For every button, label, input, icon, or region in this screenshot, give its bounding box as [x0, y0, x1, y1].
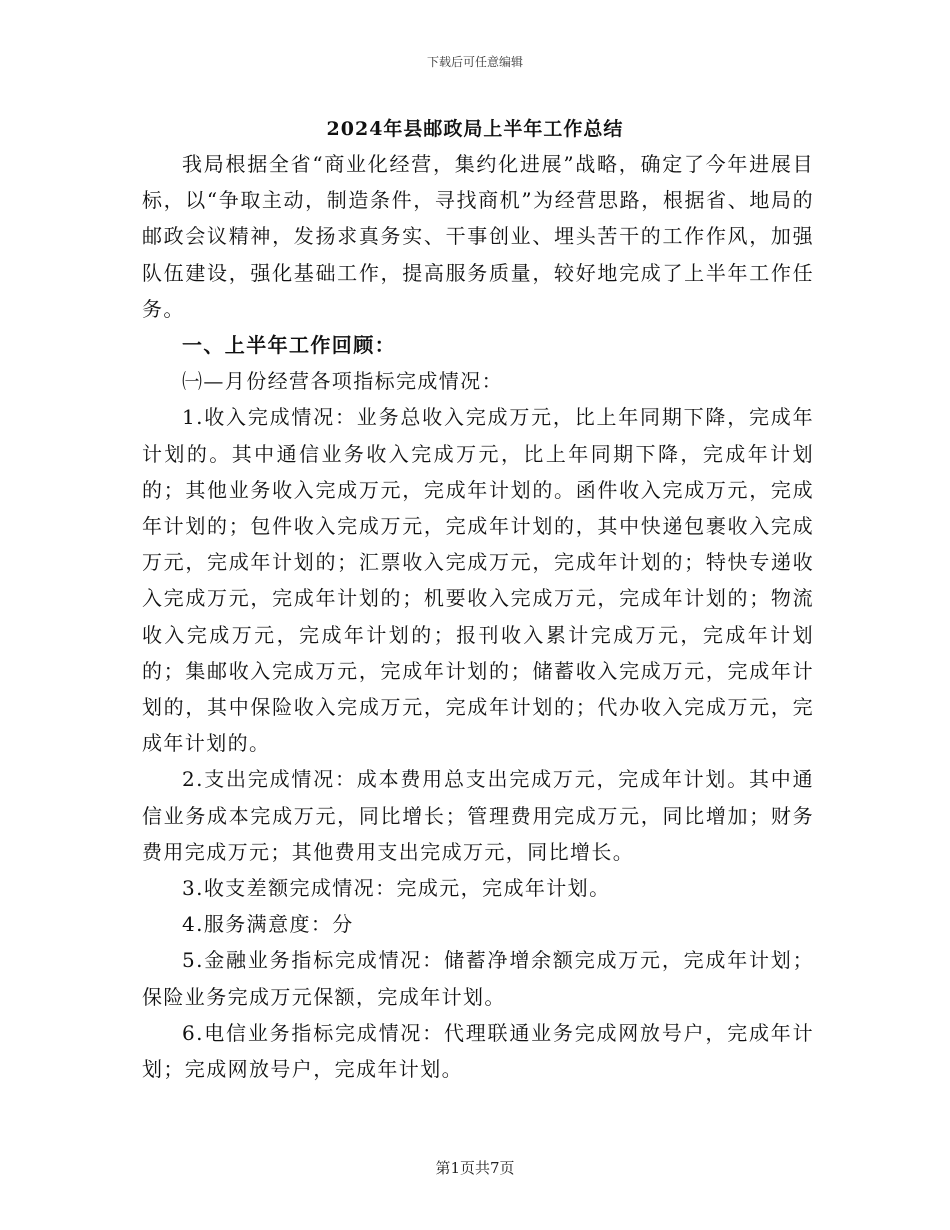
document-body [142, 146, 814, 1087]
section-heading-review: 一、上半年工作回顾： [182, 333, 396, 358]
page-number: 第1页共7页 [435, 1159, 515, 1177]
item-balance: 3.收支差额完成情况：完成元，完成年计划。 [182, 876, 611, 901]
subsection-heading-indicators: ㈠—月份经营各项指标完成情况： [182, 369, 503, 394]
item-expenditure: 2.支出完成情况：成本费用总支出完成万元，完成年计划。其中通信业务成本完成万元，同比增长；管理费用完成万元，同比增加；财务费用完成万元；其他费用支出完成万元，同比增长。 [142, 767, 814, 864]
intro-paragraph: 我局根据全省“商业化经营，集约化进展”战略，确定了今年进展目标，以“争取主动，制造条件，寻找商机”为经营思路，根据省、地局的邮政会议精神，发扬求真务实、干事创业、埋头苦干的工作作风，加强队伍建设，强化基础工作，提高服务质量，较好地完成了上半年工作任务。 [142, 152, 814, 321]
page-header-note: 下载后可任意编辑 [426, 55, 523, 69]
item-finance: 5.金融业务指标完成情况：储蓄净增余额完成万元，完成年计划；保险业务完成万元保额，完成年计划。 [142, 948, 814, 1009]
item-telecom: 6.电信业务指标完成情况：代理联通业务完成网放号户，完成年计划；完成网放号户，完成年计划。 [142, 1020, 814, 1082]
item-income: 1.收入完成情况：业务总收入完成万元，比上年同期下降，完成年计划的。其中通信业务收入完成万元，比上年同期下降，完成年计划的；其他业务收入完成万元，完成年计划的。函件收入完成万元，完成年计划的；包件收入完成万元，完成年计划的，其中快递包裹收入完成万元，完成年计划的；汇票收入完成万元，完成年计划的；特快专递收入完成万元，完成年计划的；机要收入完成万元，完成年计划的；物流收入完成万元，完成年计划的；报刊收入累计完成万元，完成年计划的；集邮收入完成万元，完成年计划的；储蓄收入完成万元，完成年计划的，其中保险收入完成万元，完成年计划的；代办收入完成万元，完成年计划的。 [142, 405, 814, 756]
document-title: 2024年县邮政局上半年工作总结 [326, 118, 624, 140]
item-satisfaction: 4.服务满意度：分 [182, 912, 354, 937]
